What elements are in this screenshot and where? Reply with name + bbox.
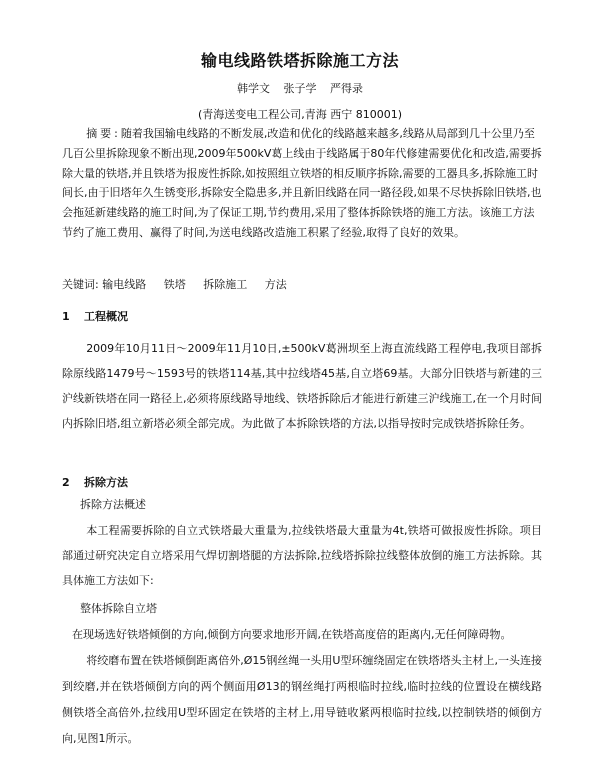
section-paragraph: 在现场选好铁塔倾倒的方向,倾倒方向要求地形开阔,在铁塔高度倍的距离内,无任何障碍物。 (72, 628, 512, 641)
author-name: 张子学 (283, 82, 317, 95)
section-number: 1 (62, 310, 70, 323)
subsection-heading: 整体拆除自立塔 (80, 602, 157, 615)
keyword: 拆除施工 (203, 278, 248, 291)
section-heading (62, 474, 128, 490)
author-name: 韩学文 (237, 82, 270, 95)
paper-title: 输电线路铁塔拆除施工方法 (200, 51, 399, 70)
abstract-label: 摘要: (86, 127, 121, 140)
keyword: 输电线路 (102, 278, 147, 291)
keyword: 铁塔 (163, 278, 186, 291)
section-title: 拆除方法 (84, 476, 128, 489)
subsection-heading: 拆除方法概述 (80, 498, 146, 511)
keywords-label: 关键词: (62, 278, 99, 291)
abstract-text: 随着我国输电线路的不断发展,改造和优化的线路越来越多,线路从局部到几十公里乃至几百公里拆除现象不断出现,2009年500kV葛上线由于线路属于80年代修建需要优化和改造,需要拆除大量的铁塔,并且铁塔为报废性拆除,如按照组立铁塔的相反顺序拆除,需要的工器具多,拆除施工时间长,由于旧塔年久生锈变形,拆除安全隐患多,并且新旧线路在同一路径段,如果不尽快拆除旧铁塔,也会拖延新建线路的施工时间,为了保证工期,节约费用,采用了整体拆除铁塔的施工方法。该施工方法节约了施工费用、赢得了时间,为送电线路改造施工积累了经验,取得了良好的效果。 (62, 127, 542, 239)
keyword: 方法 (264, 278, 287, 291)
author-name: 严得录 (330, 82, 363, 95)
keywords (62, 276, 542, 292)
section-heading (62, 308, 128, 324)
abstract (62, 124, 542, 243)
affiliation: (青海送变电工程公司,青海 西宁 810001) (197, 108, 403, 121)
section-paragraph: 2009年10月11日～2009年11月10日,±500kV葛洲坝至上海直流线路工程停电,我项目部拆除原线路1479号～1593号的铁塔114基,其中拉线塔45基,自立塔69基。大部分旧铁塔与新建的三沪线新铁塔在同一路径上,必须将原线路导地线、铁塔拆除后才能进行新建三沪线施工,在一个月时间内拆除旧塔,组立新塔必须全部完成。为此做了本拆除铁塔的方法,以指导按时完成铁塔拆除任务。 (62, 342, 542, 430)
section-paragraph: 本工程需要拆除的自立式铁塔最大重量为,拉线铁塔最大重量为4t,铁塔可做报废性拆除。项目部通过研究决定自立塔采用气焊切割塔腿的方法拆除,拉线塔拆除拉线整体放倒的施工方法拆除。其具体施工方法如下: (62, 524, 542, 587)
author-list (0, 80, 600, 96)
section-paragraph: 将绞磨布置在铁塔倾倒距离倍外,Ø15钢丝绳一头用U型环缠绕固定在铁塔塔头主材上,一头连接到绞磨,并在铁塔倾倒方向的两个侧面用Ø13的钢丝绳打两根临时拉线,临时拉线的位置设在横线路侧铁塔全高倍外,拉线用U型环固定在铁塔的主材上,用导链收紧两根临时拉线,以控制铁塔的倾倒方向,见图1所示。 (62, 654, 542, 745)
section-title: 工程概况 (84, 310, 128, 323)
section-number: 2 (62, 476, 70, 489)
